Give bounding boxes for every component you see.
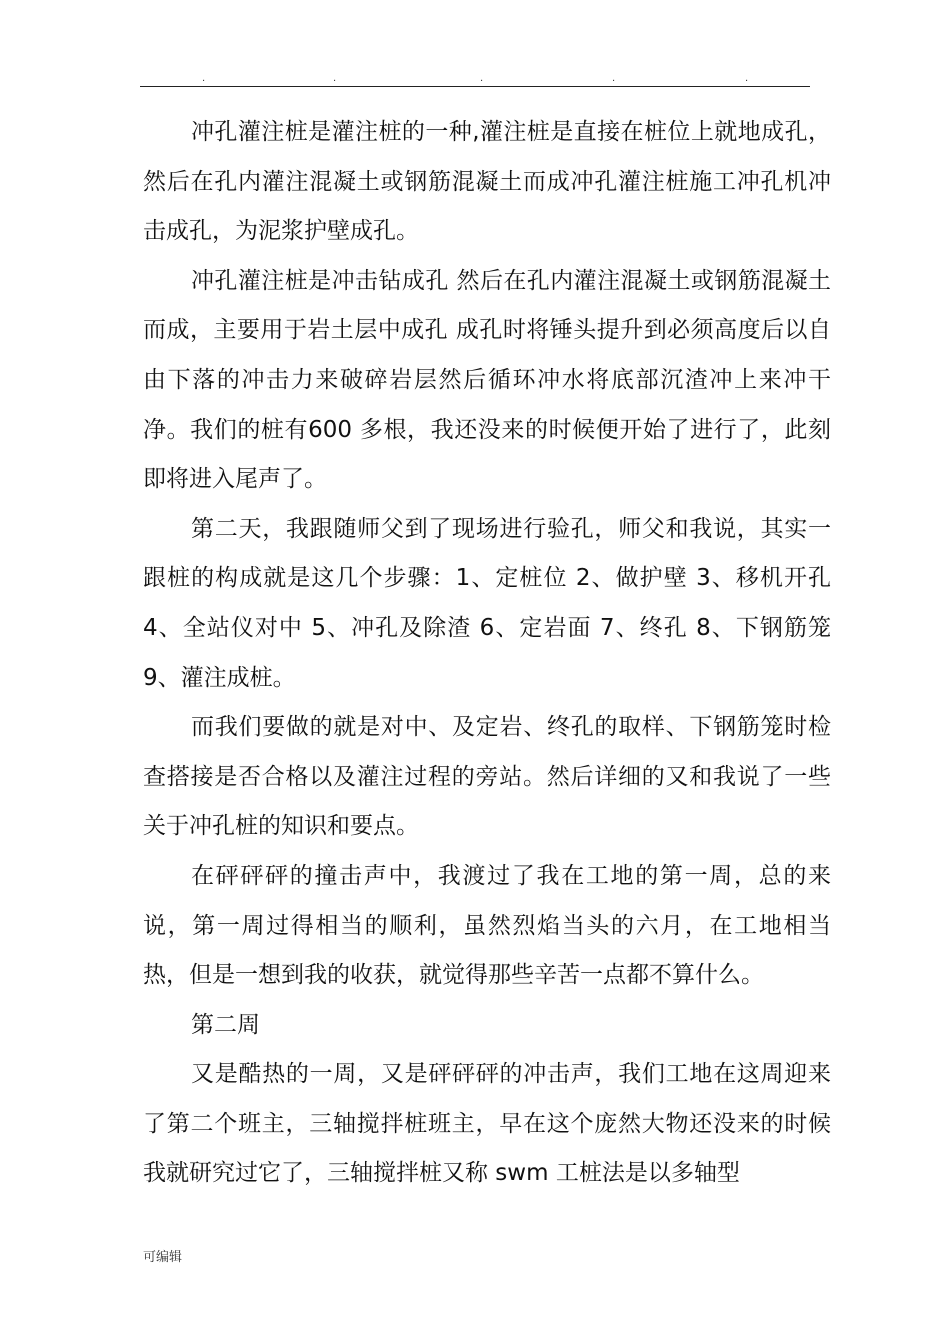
- paragraph: 冲孔灌注桩是冲击钻成孔 然后在孔内灌注混凝土或钢筋混凝土而成，主要用于岩土层中成孔 成孔时将锤头提升到必须高度后以自由下落的冲击力来破碎岩层然后循环冲水将底部沉渣冲上来冲干净。我们的桩有600 多根，我还没来的时候便开始了进行了，此刻即将进入尾声了。: [143, 267, 831, 493]
- header-dot: .: [612, 73, 616, 84]
- header-rule: [140, 86, 810, 87]
- footer-label: 可编辑: [143, 1250, 183, 1265]
- paragraph: 又是酷热的一周，又是砰砰砰的冲击声，我们工地在这周迎来了第二个班主，三轴搅拌桩班主，早在这个庞然大物还没来的时候我就研究过它了，三轴搅拌桩又称 swm 工桩法是以多轴型: [143, 1061, 831, 1187]
- paragraph: 在砰砰砰的撞击声中，我渡过了我在工地的第一周，总的来说，第一周过得相当的顺利，虽然烈焰当头的六月，在工地相当热，但是一想到我的收获，就觉得那些辛苦一点都不算什么。: [143, 862, 831, 989]
- header-dots: [140, 74, 810, 84]
- header-dot: .: [202, 73, 206, 84]
- header-dot: .: [333, 73, 337, 84]
- paragraph: 冲孔灌注桩是灌注桩的一种,灌注桩是直接在桩位上就地成孔，然后在孔内灌注混凝土或钢筋混凝土而成冲孔灌注桩施工冲孔机冲击成孔，为泥浆护壁成孔。: [143, 119, 831, 245]
- header-dot: .: [745, 73, 749, 84]
- document-body: [143, 108, 831, 1199]
- paragraph: 而我们要做的就是对中、及定岩、终孔的取样、下钢筋笼时检查搭接是否合格以及灌注过程的旁站。然后详细的又和我说了一些关于冲孔桩的知识和要点。: [143, 714, 831, 840]
- paragraph: 第二天，我跟随师父到了现场进行验孔，师父和我说，其实一跟桩的构成就是这几个步骤：1、定桩位 2、做护壁 3、移机开孔 4、全站仪对中 5、冲孔及除渣 6、定岩面 7、终孔 8、下钢筋笼 9、灌注成桩。: [143, 515, 831, 691]
- header-dot: .: [480, 73, 484, 84]
- section-heading: 第二周: [191, 1011, 260, 1038]
